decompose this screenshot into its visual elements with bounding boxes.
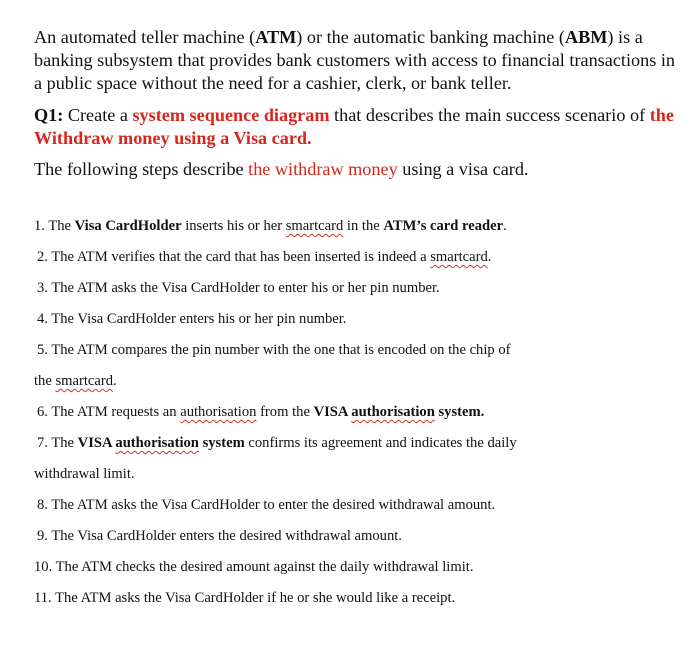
step-text: 8. The ATM asks the Visa CardHolder to enter the desired withdrawal amount. — [37, 497, 496, 513]
step-7-continued — [34, 459, 684, 490]
step-8 — [34, 490, 684, 521]
misspelled-word: smartcard — [55, 373, 114, 389]
step-text: . — [487, 249, 492, 265]
visa-system-term — [78, 435, 245, 451]
actor-visa-cardholder: Visa CardHolder — [74, 218, 182, 234]
step-text: 11. The ATM asks the Visa CardHolder if he or she would like a receipt. — [34, 590, 456, 606]
step-4 — [34, 304, 684, 335]
step-text: 10. The ATM checks the desired amount against the daily withdrawal limit. — [34, 559, 474, 575]
question-highlight-diagram: system sequence diagram — [132, 105, 330, 125]
step-10 — [34, 552, 684, 583]
step-text: confirms its agreement and indicates the daily — [244, 435, 517, 451]
step-text: 9. The Visa CardHolder enters the desired withdrawal amount. — [37, 528, 402, 544]
intro-text: An automated teller machine ( — [34, 27, 256, 47]
question-text: that describes the main success scenario of — [329, 105, 650, 125]
intro-paragraph — [34, 26, 684, 95]
abm-term: ABM — [564, 27, 608, 47]
step-text: in the — [343, 218, 384, 234]
intro-text: ) is a banking subsystem that provides bank customers with access to financial transactions in a public space without the need for a cashier, clerk, or bank teller. — [34, 27, 675, 93]
question-paragraph — [34, 104, 684, 150]
step-text: 6. The ATM requests an — [37, 404, 181, 420]
step-text: 2. The ATM verifies that the card that has been inserted is indeed a — [37, 249, 431, 265]
atm-term: ATM — [255, 27, 297, 47]
system-term: system. — [434, 404, 485, 420]
step-7 — [34, 428, 684, 459]
step-text: inserts his or her — [181, 218, 286, 234]
misspelled-word: smartcard — [285, 218, 344, 234]
misspelled-word: authorisation — [180, 404, 257, 420]
question-highlight-scenario: the Withdraw money using a Visa card. — [34, 105, 674, 148]
step-6 — [34, 397, 684, 428]
lead-text: The following steps describe — [34, 159, 249, 179]
atm-card-reader-term: ATM’s card reader — [383, 218, 504, 234]
document-page — [34, 26, 684, 614]
steps-list — [34, 211, 684, 614]
step-text: withdrawal limit. — [34, 466, 135, 482]
step-text: the — [34, 373, 56, 389]
system-term: system — [198, 435, 245, 451]
misspelled-word: smartcard — [430, 249, 488, 265]
misspelled-word: authorisation — [115, 435, 199, 451]
visa-system-term — [314, 404, 485, 420]
visa-term: VISA — [313, 404, 352, 420]
step-11 — [34, 583, 684, 614]
step-text: 3. The ATM asks the Visa CardHolder to enter his or her pin number. — [37, 280, 440, 296]
question-text: Create a — [63, 105, 133, 125]
step-text: 4. The Visa CardHolder enters his or her pin number. — [37, 311, 347, 327]
step-2 — [34, 242, 684, 273]
lead-paragraph — [34, 158, 684, 181]
step-5-continued — [34, 366, 684, 397]
question-label: Q1: — [34, 105, 64, 125]
step-text: 5. The ATM compares the pin number with the one that is encoded on the chip of — [37, 342, 511, 358]
lead-highlight: the withdraw money — [248, 159, 398, 179]
intro-text: ) or the automatic banking machine ( — [296, 27, 565, 47]
misspelled-word: authorisation — [351, 404, 435, 420]
step-9 — [34, 521, 684, 552]
visa-term: VISA — [77, 435, 116, 451]
step-text: . — [113, 373, 117, 389]
step-text: from the — [256, 404, 314, 420]
lead-text: using a visa card. — [397, 159, 529, 179]
step-5 — [34, 335, 684, 366]
step-3 — [34, 273, 684, 304]
step-text: 1. The — [34, 218, 75, 234]
step-1 — [34, 211, 684, 242]
step-text: . — [503, 218, 507, 234]
step-text: 7. The — [37, 435, 78, 451]
